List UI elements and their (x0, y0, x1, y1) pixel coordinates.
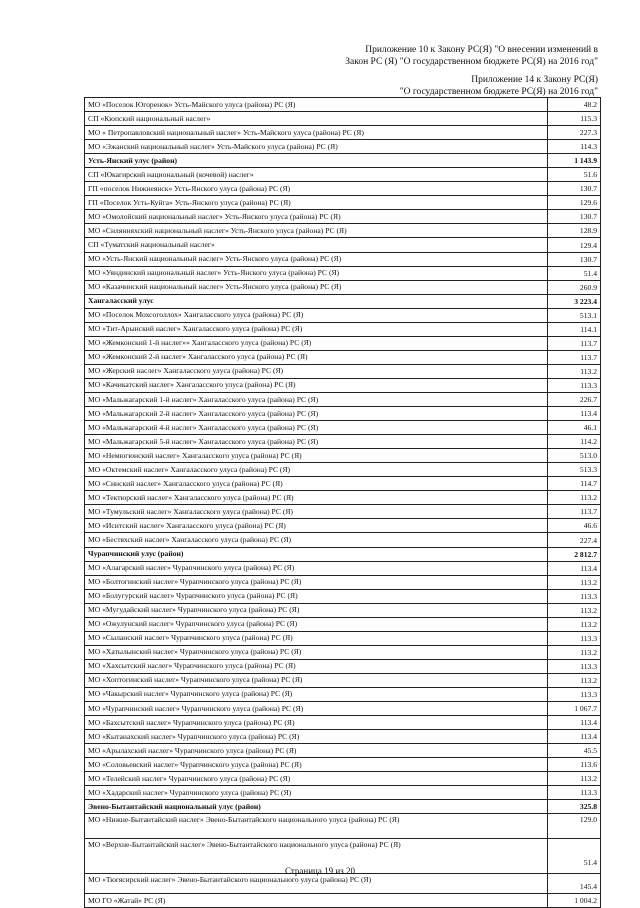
amount-value: 130.7 (548, 210, 601, 224)
table-row (85, 491, 601, 505)
municipality-name: МО «Арылахский наслег» Чурапчинского улуса (района) РС (Я) (85, 744, 548, 758)
municipality-name: ГП «поселок Нижнеянск» Усть-Янского улуса (района) РС (Я) (85, 182, 548, 196)
group-name: Хангаласский улус (85, 294, 548, 308)
table-group-row (85, 800, 601, 814)
municipality-name: МО «Хатылынский наслег» Чурапчинского улуса (района) РС (Я) (85, 645, 548, 659)
amount-value: 51.4 (548, 266, 601, 280)
amount-value: 513.1 (548, 308, 601, 322)
amount-value: 51.4 (548, 839, 601, 874)
amount-value: 113.3 (548, 589, 601, 603)
group-name: Чурапчинский улус (район) (85, 547, 548, 561)
municipality-name: МО «Уяндинский национальный наслег» Усть-Янского улуса (района) РС (Я) (85, 266, 548, 280)
table-row (85, 98, 601, 112)
table-row (85, 894, 601, 908)
municipality-name: МО «Синский наслег» Хангаласского улуса (района) РС (Я) (85, 477, 548, 491)
table-row (85, 378, 601, 392)
header-line-2: Закон РС (Я) "О государственном бюджете РС(Я) на 2016 год" (345, 57, 598, 67)
appendix-header-original (328, 74, 598, 98)
table-row (85, 519, 601, 533)
amount-value: 113.2 (548, 603, 601, 617)
table-row (85, 874, 601, 894)
table-row (85, 112, 601, 126)
header-line-3: Приложение 14 к Закону РС(Я) (471, 75, 598, 85)
municipality-name: МО «Немюгюнский наслег» Хангаласского улуса (района) РС (Я) (85, 449, 548, 463)
amount-value: 51.6 (548, 168, 601, 182)
municipality-name: МО «Соловьевский наслег» Чурапчинского улуса (района) РС (Я) (85, 758, 548, 772)
municipality-name: ГП «Поселок Усть-Куйга» Усть-Янского улуса (района) РС (Я) (85, 196, 548, 210)
table-group-row (85, 154, 601, 168)
municipality-name: МО «Ожулунский наслег» Чурапчинского улуса (района) РС (Я) (85, 617, 548, 631)
municipality-name: МО «Поселок Югоренок» Усть-Майского улуса (района) РС (Я) (85, 98, 548, 112)
municipality-name: МО «Силянняхский национальный наслег» Усть-Янского улуса (района) РС (Я) (85, 224, 548, 238)
group-total: 2 812.7 (548, 547, 601, 561)
amount-value: 45.5 (548, 744, 601, 758)
table-row (85, 126, 601, 140)
amount-value: 513.3 (548, 463, 601, 477)
amount-value: 1 067.7 (548, 702, 601, 716)
amount-value: 113.4 (548, 730, 601, 744)
municipality-name: МО «Усть-Янский национальный наслег» Усть-Янского улуса (района) РС (Я) (85, 252, 548, 266)
municipality-name: МО «Жемконский 2-й наслег» Хангаласского улуса (района) РС (Я) (85, 350, 548, 364)
table-row (85, 561, 601, 575)
table-row (85, 392, 601, 406)
municipality-name: МО «Мальжагарский 5-й наслег» Хангаласского улуса (района) РС (Я) (85, 435, 548, 449)
table-row (85, 168, 601, 182)
table-row (85, 210, 601, 224)
group-name: Эвено-Бытантайский национальный улус (район) (85, 800, 548, 814)
table-body (85, 98, 601, 908)
table-row (85, 280, 601, 294)
municipality-name: МО «Верхне-Бытантайский наслег» Эвено-Бытантайского национального улуса (района) РС (Я) (85, 839, 548, 874)
municipality-name: МО «Жерский наслег» Хангаласского улуса (района) РС (Я) (85, 364, 548, 378)
table-row (85, 814, 601, 839)
amount-value: 1 004.2 (548, 894, 601, 908)
amount-value: 129.4 (548, 238, 601, 252)
municipality-name: МО «Жемконский 1-й наслег»» Хангаласского улуса (района) РС (Я) (85, 336, 548, 350)
amount-value: 113.7 (548, 505, 601, 519)
amount-value: 113.6 (548, 758, 601, 772)
municipality-name: СП «Кюпский национальный наслег» (85, 112, 548, 126)
amount-value: 114.2 (548, 435, 601, 449)
amount-value: 129.0 (548, 814, 601, 839)
table-row (85, 758, 601, 772)
header-line-4: "О государственном бюджете РС(Я) на 2016 год" (399, 87, 598, 97)
amount-value: 130.7 (548, 182, 601, 196)
table-row (85, 617, 601, 631)
municipality-name: СП «Туматский национальный наслег» (85, 238, 548, 252)
municipality-name: МО «Бахсытский наслег» Чурапчинского улуса (района) РС (Я) (85, 716, 548, 730)
municipality-name: МО «Болтогинский наслег» Чурапчинского улуса (района) РС (Я) (85, 575, 548, 589)
amount-value: 113.3 (548, 631, 601, 645)
table-row (85, 702, 601, 716)
table-row (85, 140, 601, 154)
municipality-name: МО «Омолойский национальный наслег» Усть-Янского улуса (района) РС (Я) (85, 210, 548, 224)
municipality-name: МО «Иситский наслег» Хангаласского улуса (района) РС (Я) (85, 519, 548, 533)
page-number: Страница 19 из 20 (285, 866, 355, 876)
amount-value: 114.1 (548, 322, 601, 336)
appendix-header-amendment (268, 44, 598, 68)
amount-value: 113.4 (548, 561, 601, 575)
municipality-name: МО «Хоптогинский наслег» Чурапчинского улуса (района) РС (Я) (85, 673, 548, 687)
table-row (85, 589, 601, 603)
table-row (85, 196, 601, 210)
amount-value: 113.3 (548, 378, 601, 392)
municipality-name: МО «Хахсытский наслег» Чурапчинского улуса (района) РС (Я) (85, 659, 548, 673)
amount-value: 113.4 (548, 716, 601, 730)
municipality-name: МО «Качикатский наслег» Хангаласского улуса (района) РС (Я) (85, 378, 548, 392)
table-group-row (85, 547, 601, 561)
amount-value: 113.7 (548, 336, 601, 350)
municipality-name: МО ГО «Жатай» РС (Я) (85, 894, 548, 908)
table-row (85, 308, 601, 322)
budget-allocation-table (84, 97, 601, 908)
amount-value: 226.7 (548, 392, 601, 406)
group-total: 325.8 (548, 800, 601, 814)
amount-value: 113.2 (548, 673, 601, 687)
table-row (85, 266, 601, 280)
header-line-1: Приложение 10 к Закону РС(Я) "О внесении изменений в (365, 45, 598, 55)
amount-value: 513.0 (548, 449, 601, 463)
table-row (85, 645, 601, 659)
table-row (85, 421, 601, 435)
amount-value: 115.3 (548, 112, 601, 126)
table-row (85, 407, 601, 421)
municipality-name: МО «Октемский наслег» Хангаласского улуса (района) РС (Я) (85, 463, 548, 477)
municipality-name: МО «Чакырский наслег» Чурапчинского улуса (района) РС (Я) (85, 687, 548, 701)
table-row (85, 350, 601, 364)
municipality-name: МО «Мальжагарский 2-й наслег» Хангаласского улуса (района) РС (Я) (85, 407, 548, 421)
table-row (85, 673, 601, 687)
amount-value: 113.3 (548, 659, 601, 673)
amount-value: 46.6 (548, 519, 601, 533)
municipality-name: МО «Бестяхский наслег» Хангаласского улуса (района) РС (Я) (85, 533, 548, 547)
group-total: 1 143.9 (548, 154, 601, 168)
municipality-name: МО «Эжанский национальный наслег» Усть-Майского улуса (района) РС (Я) (85, 140, 548, 154)
amount-value: 46.1 (548, 421, 601, 435)
municipality-name: МО «Тюгясирский наслег» Эвено-Бытантайского национального улуса (района) РС (Я) (85, 874, 548, 894)
municipality-name: МО « Петропавловский национальный наслег» Усть-Майского улуса (района) РС (Я) (85, 126, 548, 140)
table-row (85, 716, 601, 730)
municipality-name: МО «Мугудайский наслег» Чурапчинского улуса (района) РС (Я) (85, 603, 548, 617)
municipality-name: МО «Болугурский наслег» Чурапчинского улуса (района) РС (Я) (85, 589, 548, 603)
amount-value: 113.2 (548, 772, 601, 786)
amount-value: 113.3 (548, 687, 601, 701)
municipality-name: МО «Телейский наслег» Чурапчинского улуса (района) РС (Я) (85, 772, 548, 786)
amount-value: 114.3 (548, 140, 601, 154)
municipality-name: МО «Мальжагарский 1-й наслег» Хангаласского улуса (района) РС (Я) (85, 392, 548, 406)
amount-value: 260.9 (548, 280, 601, 294)
table-row (85, 252, 601, 266)
municipality-name: МО «Нижне-Бытантайский наслег» Эвено-Бытантайского национального улуса (района) РС (Я) (85, 814, 548, 839)
table-row (85, 224, 601, 238)
table-row (85, 364, 601, 378)
municipality-name: МО «Мальжагарский 4-й наслег» Хангаласского улуса (района) РС (Я) (85, 421, 548, 435)
municipality-name: СП «Юкагирский национальный (кочевой) наслег» (85, 168, 548, 182)
municipality-name: МО «Тектюрский наслег» Хангаласского улуса (района) РС (Я) (85, 491, 548, 505)
table-row (85, 477, 601, 491)
group-name: Усть-Янский улус (район) (85, 154, 548, 168)
municipality-name: МО «Хадарский наслег» Чурапчинского улуса (района) РС (Я) (85, 786, 548, 800)
table-row (85, 533, 601, 547)
amount-value: 227.3 (548, 126, 601, 140)
municipality-name: МО «Тумульский наслег» Хангаласского улуса (района) РС (Я) (85, 505, 548, 519)
table-row (85, 322, 601, 336)
municipality-name: МО «Поселок Мохсоголлох» Хангаласского улуса (района) РС (Я) (85, 308, 548, 322)
group-total: 3 223.4 (548, 294, 601, 308)
table-row (85, 744, 601, 758)
amount-value: 48.2 (548, 98, 601, 112)
amount-value: 113.2 (548, 575, 601, 589)
table-row (85, 435, 601, 449)
table-row (85, 449, 601, 463)
amount-value: 128.9 (548, 224, 601, 238)
table-row (85, 336, 601, 350)
table-group-row (85, 294, 601, 308)
amount-value: 113.2 (548, 617, 601, 631)
amount-value: 114.7 (548, 477, 601, 491)
municipality-name: МО «Казачинский национальный наслег» Усть-Янского улуса (района) РС (Я) (85, 280, 548, 294)
table-row (85, 238, 601, 252)
table-row (85, 603, 601, 617)
table-row (85, 505, 601, 519)
amount-value: 227.4 (548, 533, 601, 547)
amount-value: 145.4 (548, 874, 601, 894)
amount-value: 130.7 (548, 252, 601, 266)
table-row (85, 182, 601, 196)
table-row (85, 687, 601, 701)
municipality-name: МО «Алагарский наслег» Чурапчинского улуса (района) РС (Я) (85, 561, 548, 575)
table-row (85, 575, 601, 589)
amount-value: 113.2 (548, 645, 601, 659)
table-row (85, 730, 601, 744)
amount-value: 113.2 (548, 491, 601, 505)
municipality-name: МО «Сыланский наслег» Чурапчинского улуса (района) РС (Я) (85, 631, 548, 645)
amount-value: 113.2 (548, 364, 601, 378)
table-row (85, 772, 601, 786)
amount-value: 113.7 (548, 350, 601, 364)
amount-value: 129.6 (548, 196, 601, 210)
table-row (85, 659, 601, 673)
table-row (85, 786, 601, 800)
table-row (85, 463, 601, 477)
municipality-name: МО «Тит-Арынский наслег» Хангаласского улуса (района) РС (Я) (85, 322, 548, 336)
municipality-name: МО «Кытанахский наслег» Чурапчинского улуса (района) РС (Я) (85, 730, 548, 744)
amount-value: 113.3 (548, 786, 601, 800)
municipality-name: МО «Чурапчинский наслег» Чурапчинского улуса (района) РС (Я) (85, 702, 548, 716)
table-row (85, 631, 601, 645)
amount-value: 113.4 (548, 407, 601, 421)
